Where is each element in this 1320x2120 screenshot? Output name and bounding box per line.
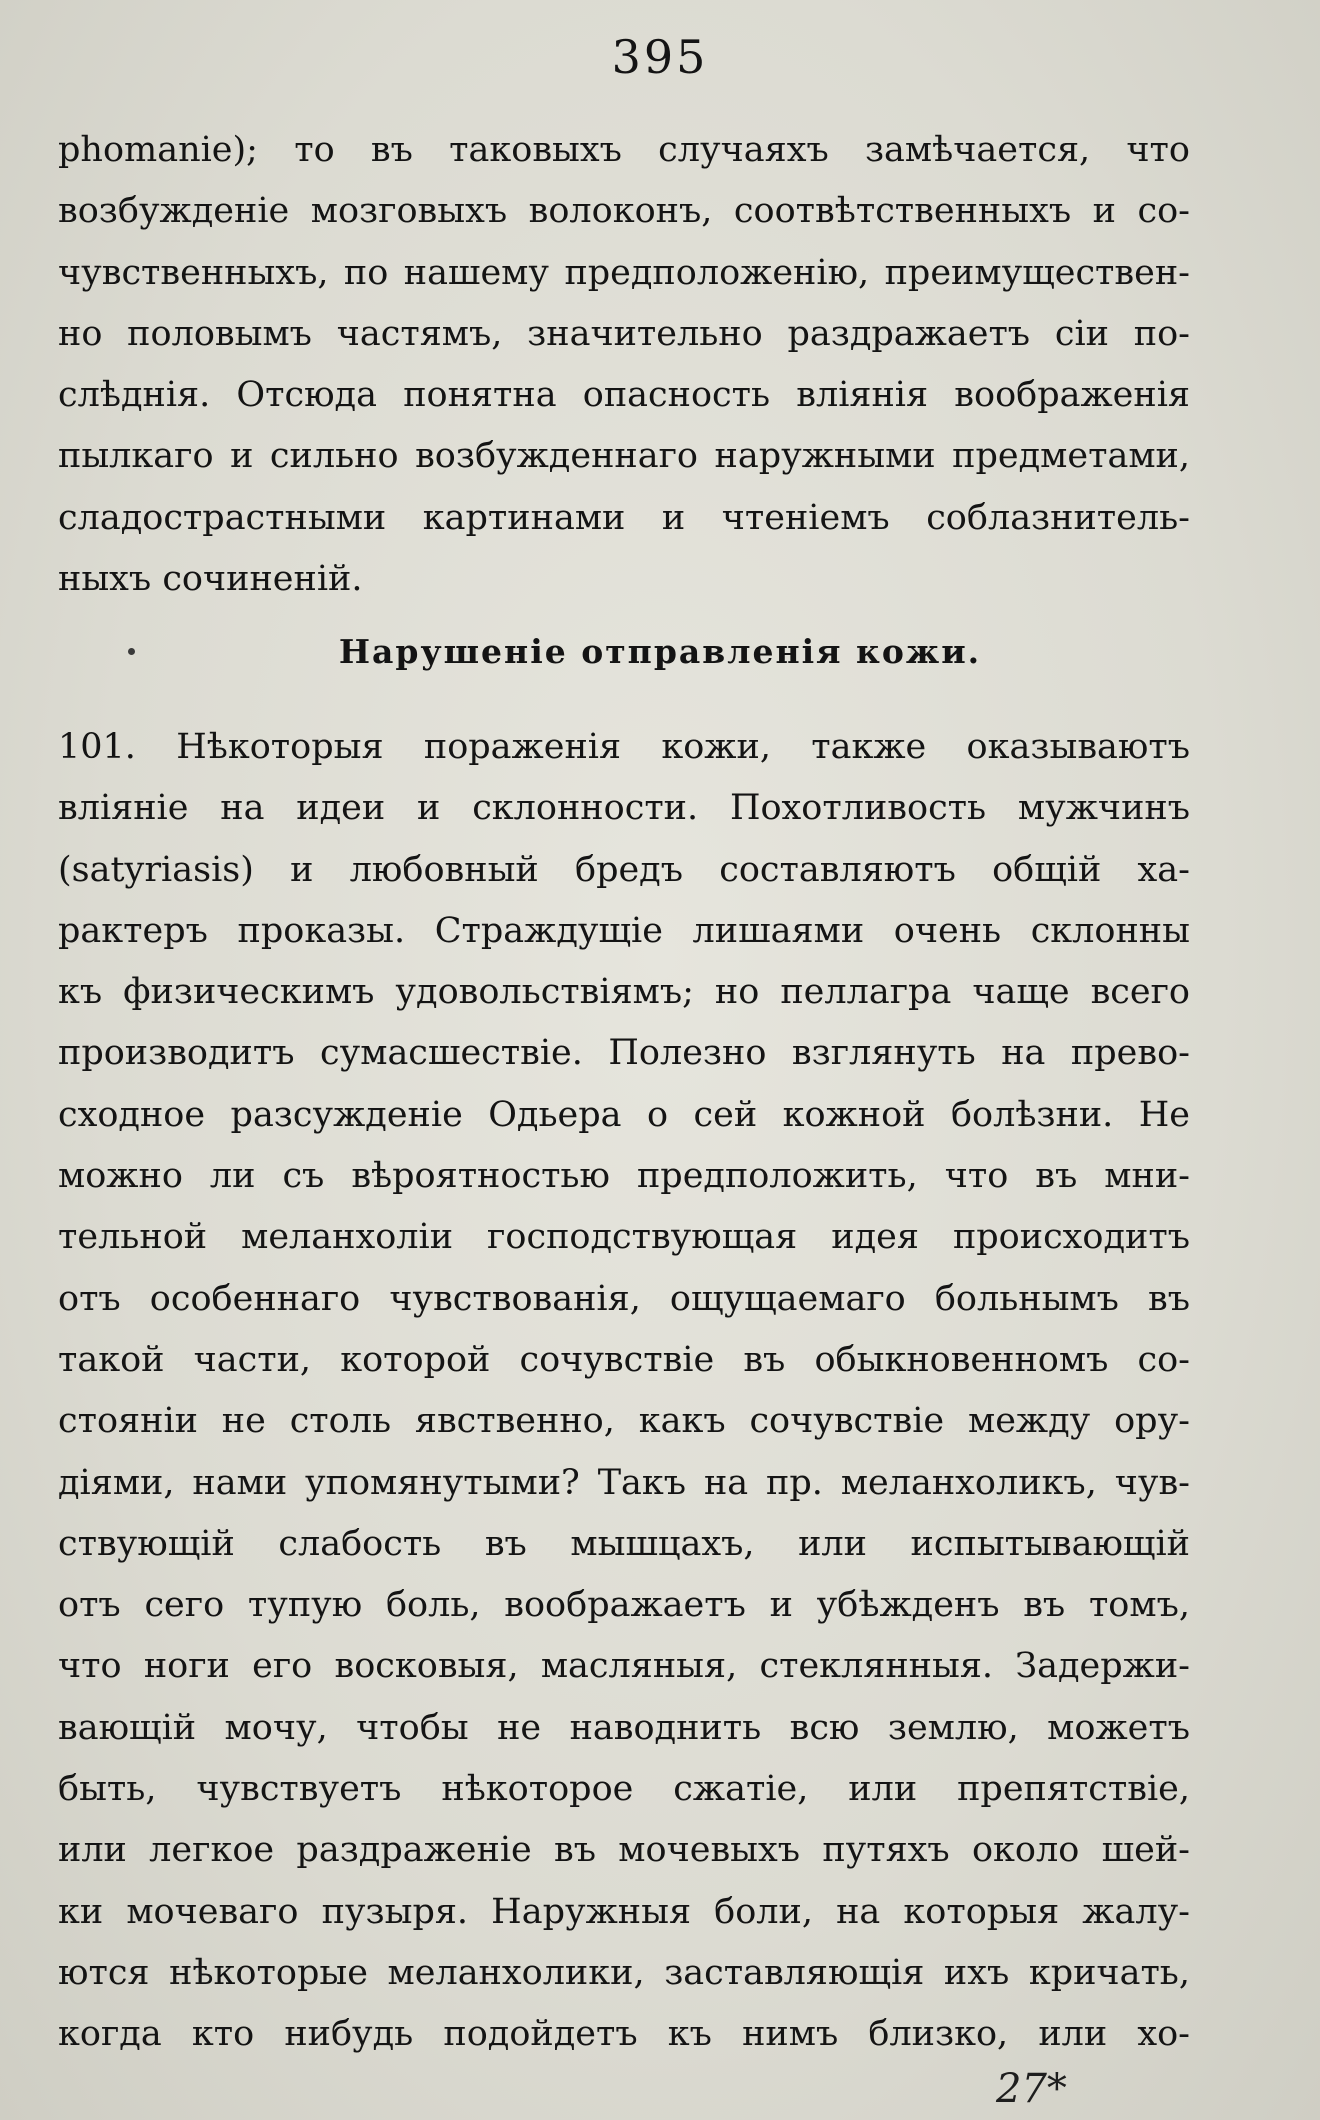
text-line: phomanie); то въ таковыхъ случаяхъ замѣчается, что	[58, 130, 1190, 170]
text-line: производитъ сумасшествіе. Полезно взглянуть на прево-	[58, 1033, 1190, 1074]
text-line: ныхъ сочиненій.	[58, 559, 363, 600]
text-line: можно ли съ вѣроятностью предположить, что въ мни-	[58, 1156, 1190, 1197]
text-line: такой части, которой сочувствіе въ обыкновенномъ со-	[58, 1339, 1190, 1380]
text-line: ются нѣкоторые меланхолики, заставляющія ихъ кричать,	[58, 1952, 1190, 1993]
section-paragraph	[58, 717, 1190, 2066]
text-line: (satyriasis) и любовный бредъ составляютъ общій ха-	[58, 849, 1190, 890]
text-line: ствующій слабость въ мышцахъ, или испытывающій	[58, 1523, 1190, 1564]
text-line: ки мочеваго пузыря. Наружныя боли, на которыя жалу-	[58, 1891, 1190, 1932]
page-number: 395	[611, 30, 709, 84]
text-line: къ физическимъ удовольствіямъ; но пеллагра чаще всего	[58, 972, 1190, 1013]
signature-mark: 27*	[996, 2066, 1067, 2112]
text-line: но половымъ частямъ, значительно раздражаетъ сіи по-	[58, 313, 1190, 354]
text-line: сходное разсужденіе Одьера о сей кожной болѣзни. Не	[58, 1094, 1190, 1135]
text-line: рактеръ проказы. Страждущіе лишаями очень склонны	[58, 910, 1190, 951]
text-line: сладострастными картинами и чтеніемъ соблазнитель-	[58, 497, 1190, 538]
text-line: отъ особеннаго чувствованія, ощущаемаго больнымъ въ	[58, 1278, 1190, 1319]
text-line: отъ сего тупую боль, воображаетъ и убѣжденъ въ томъ,	[58, 1585, 1190, 1626]
continued-paragraph	[58, 120, 1190, 610]
text-line: или легкое раздраженіе въ мочевыхъ путяхъ около шей-	[58, 1830, 1190, 1871]
text-line: быть, чувствуетъ нѣкоторое сжатіе, или препятствіе,	[58, 1769, 1190, 1810]
text-line: возбужденіе мозговыхъ волоконъ, соотвѣтственныхъ и со-	[58, 191, 1190, 232]
text-line: что ноги его восковыя, масляныя, стеклянныя. Задержи-	[58, 1646, 1190, 1687]
text-line: когда кто нибудь подойдетъ къ нимъ близко, или хо-	[58, 2014, 1190, 2055]
text-line: слѣднія. Отсюда понятна опасность вліянія воображенія	[58, 375, 1190, 416]
text-line: пылкаго и сильно возбужденнаго наружными предметами,	[58, 436, 1190, 477]
text-line: вліяніе на идеи и склонности. Похотливость мужчинъ	[58, 788, 1190, 829]
text-line: тельной меланхоліи господствующая идея происходитъ	[58, 1217, 1190, 1258]
text-line: стояніи не столь явственно, какъ сочувствіе между ору-	[58, 1401, 1190, 1442]
text-line: чувственныхъ, по нашему предположенію, преимуществен-	[58, 252, 1190, 293]
text-line: вающій мочу, чтобы не наводнить всю землю, можетъ	[58, 1707, 1190, 1748]
section-heading: Нарушеніе отправленія кожи.	[338, 632, 982, 671]
text-line: діями, нами упомянутыми? Такъ на пр. меланхоликъ, чув-	[58, 1462, 1190, 1503]
text-line: 101. Нѣкоторыя пораженія кожи, также оказываютъ	[58, 727, 1190, 767]
